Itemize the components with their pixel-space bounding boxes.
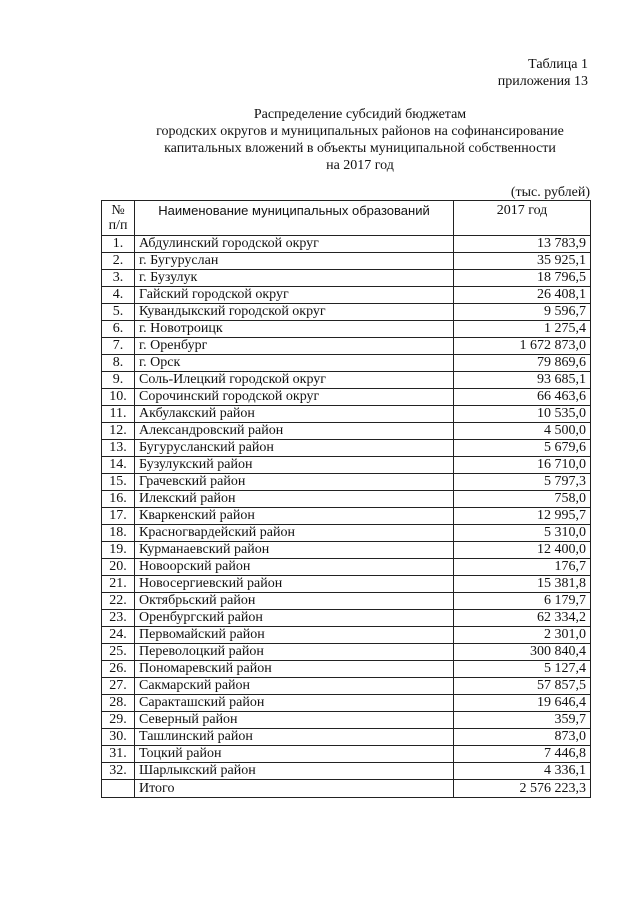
table-row — [102, 491, 591, 508]
row-name: Александровский район — [135, 423, 454, 440]
row-number: 23. — [102, 610, 135, 627]
row-number: 27. — [102, 678, 135, 695]
row-value: 62 334,2 — [454, 610, 591, 627]
row-value: 4 336,1 — [454, 763, 591, 780]
row-value: 18 796,5 — [454, 270, 591, 287]
row-number: 24. — [102, 627, 135, 644]
row-name: Октябрьский район — [135, 593, 454, 610]
subsidy-table — [101, 200, 591, 798]
row-name: Пономаревский район — [135, 661, 454, 678]
total-row — [102, 780, 591, 798]
row-value: 1 275,4 — [454, 321, 591, 338]
row-number: 1. — [102, 236, 135, 253]
row-name: Бугурусланский район — [135, 440, 454, 457]
table-row — [102, 576, 591, 593]
row-number: 2. — [102, 253, 135, 270]
table-row — [102, 678, 591, 695]
row-value: 5 797,3 — [454, 474, 591, 491]
row-number: 13. — [102, 440, 135, 457]
row-value: 9 596,7 — [454, 304, 591, 321]
row-number: 7. — [102, 338, 135, 355]
title-line-3: капитальных вложений в объекты муниципальной собственности — [164, 141, 556, 156]
row-value: 176,7 — [454, 559, 591, 576]
column-header-number-line2: п/п — [108, 218, 128, 233]
row-name: Кваркенский район — [135, 508, 454, 525]
column-header-number — [102, 201, 135, 236]
row-name: Грачевский район — [135, 474, 454, 491]
row-name: Новосергиевский район — [135, 576, 454, 593]
row-name: Сакмарский район — [135, 678, 454, 695]
table-caption — [498, 56, 588, 90]
row-name: Красногвардейский район — [135, 525, 454, 542]
row-value: 16 710,0 — [454, 457, 591, 474]
row-name: Бузулукский район — [135, 457, 454, 474]
row-name: г. Орск — [135, 355, 454, 372]
table-row — [102, 644, 591, 661]
row-value: 359,7 — [454, 712, 591, 729]
table-row — [102, 253, 591, 270]
table-row — [102, 423, 591, 440]
row-number: 19. — [102, 542, 135, 559]
row-value: 873,0 — [454, 729, 591, 746]
row-name: Ташлинский район — [135, 729, 454, 746]
row-number: 21. — [102, 576, 135, 593]
row-name: Шарлыкский район — [135, 763, 454, 780]
row-name: Курманаевский район — [135, 542, 454, 559]
row-value: 4 500,0 — [454, 423, 591, 440]
table-row — [102, 593, 591, 610]
table-row — [102, 712, 591, 729]
table-row — [102, 695, 591, 712]
table-row — [102, 661, 591, 678]
row-number: 16. — [102, 491, 135, 508]
title-line-1: Распределение субсидий бюджетам — [253, 107, 467, 122]
table-row — [102, 457, 591, 474]
appendix-label: приложения 13 — [497, 74, 588, 89]
row-number: 26. — [102, 661, 135, 678]
row-number: 8. — [102, 355, 135, 372]
table-label: Таблица 1 — [528, 57, 588, 72]
row-value: 5 679,6 — [454, 440, 591, 457]
table-row — [102, 746, 591, 763]
row-number: 3. — [102, 270, 135, 287]
table-row — [102, 389, 591, 406]
table-row — [102, 355, 591, 372]
row-name: Илекский район — [135, 491, 454, 508]
row-number: 18. — [102, 525, 135, 542]
row-number: 5. — [102, 304, 135, 321]
table-row — [102, 508, 591, 525]
table-row — [102, 627, 591, 644]
row-value: 66 463,6 — [454, 389, 591, 406]
table-row — [102, 338, 591, 355]
table-header-row — [102, 201, 591, 236]
title-line-4: на 2017 год — [326, 158, 394, 173]
row-value: 35 925,1 — [454, 253, 591, 270]
table-body — [102, 236, 591, 780]
row-value: 5 127,4 — [454, 661, 591, 678]
row-number: 31. — [102, 746, 135, 763]
row-number: 32. — [102, 763, 135, 780]
table-row — [102, 559, 591, 576]
table-row — [102, 610, 591, 627]
row-name: Гайский городской округ — [135, 287, 454, 304]
column-header-year: 2017 год — [454, 201, 591, 236]
table-row — [102, 304, 591, 321]
row-value: 12 995,7 — [454, 508, 591, 525]
row-name: Соль-Илецкий городской округ — [135, 372, 454, 389]
table-row — [102, 763, 591, 780]
row-number: 22. — [102, 593, 135, 610]
table-row — [102, 270, 591, 287]
table-row — [102, 372, 591, 389]
row-number: 14. — [102, 457, 135, 474]
column-header-name: Наименование муниципальных образований — [135, 201, 454, 236]
row-name: г. Оренбург — [135, 338, 454, 355]
row-name: г. Бузулук — [135, 270, 454, 287]
row-name: Саракташский район — [135, 695, 454, 712]
row-number: 25. — [102, 644, 135, 661]
row-number: 28. — [102, 695, 135, 712]
row-number: 6. — [102, 321, 135, 338]
row-name: Оренбургский район — [135, 610, 454, 627]
row-name: Акбулакский район — [135, 406, 454, 423]
row-name: Тоцкий район — [135, 746, 454, 763]
table-row — [102, 729, 591, 746]
row-value: 300 840,4 — [454, 644, 591, 661]
row-name: г. Новотроицк — [135, 321, 454, 338]
table-row — [102, 440, 591, 457]
row-value: 19 646,4 — [454, 695, 591, 712]
row-value: 10 535,0 — [454, 406, 591, 423]
row-value: 26 408,1 — [454, 287, 591, 304]
table-row — [102, 406, 591, 423]
row-number: 11. — [102, 406, 135, 423]
row-number: 29. — [102, 712, 135, 729]
table-row — [102, 321, 591, 338]
row-number: 9. — [102, 372, 135, 389]
row-name: Абдулинский городской округ — [135, 236, 454, 253]
row-name: Переволоцкий район — [135, 644, 454, 661]
row-value: 5 310,0 — [454, 525, 591, 542]
units-label: (тыс. рублей) — [510, 185, 590, 200]
column-header-number-line1: № — [111, 203, 125, 218]
row-value: 6 179,7 — [454, 593, 591, 610]
table-row — [102, 542, 591, 559]
row-number: 30. — [102, 729, 135, 746]
row-number: 12. — [102, 423, 135, 440]
total-value: 2 576 223,3 — [454, 780, 591, 798]
table-row — [102, 474, 591, 491]
row-value: 7 446,8 — [454, 746, 591, 763]
row-value: 1 672 873,0 — [454, 338, 591, 355]
row-number: 15. — [102, 474, 135, 491]
table-row — [102, 525, 591, 542]
row-name: Сорочинский городской округ — [135, 389, 454, 406]
table-row — [102, 236, 591, 253]
row-number: 4. — [102, 287, 135, 304]
row-name: Новоорский район — [135, 559, 454, 576]
table-row — [102, 287, 591, 304]
row-value: 15 381,8 — [454, 576, 591, 593]
title-line-2: городских округов и муниципальных районов на софинансирование — [156, 124, 564, 139]
row-number: 10. — [102, 389, 135, 406]
row-name: г. Бугуруслан — [135, 253, 454, 270]
row-value: 758,0 — [454, 491, 591, 508]
row-value: 13 783,9 — [454, 236, 591, 253]
row-value: 93 685,1 — [454, 372, 591, 389]
row-number: 17. — [102, 508, 135, 525]
row-value: 79 869,6 — [454, 355, 591, 372]
row-value: 12 400,0 — [454, 542, 591, 559]
total-number-cell — [102, 780, 135, 798]
row-name: Первомайский район — [135, 627, 454, 644]
row-value: 57 857,5 — [454, 678, 591, 695]
total-label: Итого — [135, 780, 454, 798]
row-number: 20. — [102, 559, 135, 576]
document-title — [100, 106, 620, 174]
row-name: Кувандыкский городской округ — [135, 304, 454, 321]
row-name: Северный район — [135, 712, 454, 729]
row-value: 2 301,0 — [454, 627, 591, 644]
